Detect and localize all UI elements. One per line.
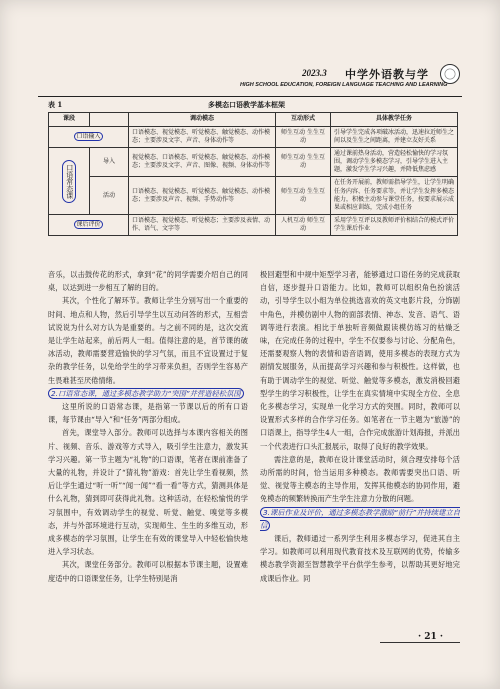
stage-label: 口语常态课: [62, 160, 75, 203]
task-cell: 通过课前热身活动，营造轻松愉快的学习氛围，调动学生多模态学习，引导学生进入主题，激发学生学习兴趣，并降低焦虑感: [331, 148, 458, 177]
paragraph: 其次，个性化了解环节。教师让学生分别写出一个重要的时间、地点和人物，然后引导学生以互动问答的形式，互相尝试说说为什么对方认为是重要的。与之前不同的是，这次交流是让学生站起来，前后两人一组。值得注意的是，首节课的破冰活动，教师需要营造愉快的学习气氛，而且不宜设置过于复杂的教学任务，以免给学生的学习带来负担，否则学生容易产生畏难甚至厌倦情绪。: [48, 296, 248, 385]
journal-name: 中学外语教与学: [345, 68, 429, 81]
page-number: · 21 ·: [418, 632, 444, 642]
right-column: [260, 268, 460, 585]
table-title: 多模态口语教学基本框架: [208, 100, 285, 109]
masthead: [240, 66, 465, 96]
stage-label: 课后评价: [76, 220, 101, 228]
header-rule: [38, 96, 462, 97]
form-cell: 师生互动 生生互动: [276, 127, 331, 148]
table-header: 互动形式: [276, 113, 331, 127]
issue-number: 2023.3: [302, 68, 327, 78]
form-cell: 师生互动 生生互动: [276, 148, 331, 177]
framework-table: [48, 112, 458, 236]
substage-cell: 活动: [90, 177, 129, 214]
paragraph: 极回避型和中规中矩型学习者，能够通过口语任务的完成获取自信，逐步提升口语能力。比如，教师可以组织角色扮演活动，引导学生以小组为单位挑选喜欢的英文电影片段，分饰剧中角色，并模仿剧中人物的面部表情、神态、发音、语气、语调等进行表演。相比于单独听音频做跟读模仿练习的枯燥乏味，在完成任务的过程中，学生不仅要参与讨论、分配角色，还需要观察人物的表情和语音语调，使用多模态的表现方式为剧情发展服务，从而提高学习兴趣和参与积极性。这样做，也有助于调动学生的视觉、听觉、触觉等多模态，激发消极回避型学生的学习积极性，让学生在真实情境中实现全方位、全息化多模态学习，实现单一化学习方式的突围。同时，教师可以设置形式多样的合作学习任务。如笔者在一节主题为“旅游”的口语课上，指导学生4人一组，合作完成旅游计划海报，并派出一个代表进行口头汇报展示，取得了良好的教学效果。: [260, 270, 460, 451]
table-header-spacer: [90, 113, 129, 127]
handwritten-heading: 2.口语常态课，通过多模态教学助力“突围”并营造轻松氛围: [48, 388, 244, 399]
stage-cell: [49, 214, 129, 235]
form-cell: 师生互动 生生互动: [276, 177, 331, 214]
paragraph: 音乐，以击鼓传花的形式，拿到“花”的同学需要介绍自己的同桌，以达到进一步相互了解的目的。: [48, 270, 248, 293]
substage-cell: 导入: [90, 148, 129, 177]
table-row: [49, 214, 458, 235]
handwritten-heading: 3.课后作业及评价，通过多模态教学激励“前行”并持续建立自信: [260, 507, 460, 530]
section-heading: [48, 387, 248, 400]
section-heading: [260, 506, 460, 532]
stage-cell: [49, 148, 90, 215]
table-row: [49, 148, 458, 177]
paragraph: 课后，教师通过一系列学生利用多模态学习，促进其自主学习。如教师可以利用现代教育技术及互联网的优势，传输多模态教学资源至智慧教学平台供学生参考，以帮助其更好地完成课后作业。同: [260, 534, 460, 583]
left-column: [48, 268, 248, 585]
table-header: 调动模态: [129, 113, 276, 127]
modes-cell: 口语模态、视觉模态、听觉模态、触觉模态、动作模态；主要涉及文字、声音、身体动作等: [129, 127, 276, 148]
table-header-row: [49, 113, 458, 127]
modes-cell: 视觉模态、口语模态、听觉模态、触觉模态、动作模态；主要涉及文字、声音、图像、视频、身体动作等: [129, 148, 276, 177]
journal-subtitle: HIGH SCHOOL EDUCATION, FOREIGN LANGUAGE TEACHING AND LEARNING: [240, 82, 448, 88]
journal-logo-icon: [440, 64, 460, 84]
table-header: 课段: [49, 113, 90, 127]
task-cell: 引导学生完成各项破冰活动，迅速拉近师生之间以及生生之间距离，并建立友好关系: [331, 127, 458, 148]
paragraph: 其次，课堂任务部分。教师可以根据本节课主题，设置难度适中的口语课堂任务，让学生特别是消: [48, 560, 248, 583]
table-number: 表 1: [48, 100, 63, 109]
modes-cell: 口语模态、视觉模态、听觉模态；主要涉及表情、动作、语气、文字等: [129, 214, 276, 235]
modes-cell: 口语模态、视觉模态、听觉模态、触觉模态、动作模态；主要涉及声音、视频、手势动作等: [129, 177, 276, 214]
task-cell: 采用学生互评以及教师评价相结合的模式评价学生课后作业: [331, 214, 458, 235]
stage-cell: [49, 127, 129, 148]
table-row: [49, 127, 458, 148]
table-row: [49, 177, 458, 214]
form-cell: 人机互动 师生互动: [276, 214, 331, 235]
table-caption: [48, 100, 458, 112]
paragraph: 需注意的是，教师在设计课堂活动时，须合理安排每个活动所需的时间，恰当运用多种模态。教师需要突出口语、听觉、视觉等主模态的主导作用，发挥其他模态的协同作用，避免模态的频繁转换而产生学生注意力分散的问题。: [260, 454, 460, 504]
page-number-rule: [380, 642, 460, 643]
paragraph: 这里所说的口语常态课，是指第一节课以后的所有口语课，每节课由“导入”和“任务”两部分组成。: [48, 402, 248, 425]
table-header: 具体教学任务: [331, 113, 458, 127]
paragraph: 首先，课堂导入部分。教师可以选择与本课内容相关的图片、视频、音乐、游戏等方式导入，吸引学生注意力，激发其学习兴趣。第一节主题为“礼物”的口语课，笔者在课前准备了大量的礼物，并设计了“猜礼物”游戏：首先让学生看视频，然后让学生通过“听一听”“闻一闻”“看一看”等方式，猜测具体是什么礼物，猜到即可获得此礼物。这种活动，在轻松愉悦的学习氛围中，有效调动学生的视觉、听觉、触觉、嗅觉等多模态，并与外部环境进行互动，实现师生、生生的多维互动，形成多模态的学习氛围，让学生在有效的课堂导入中轻松愉快地进入学习状态。: [48, 428, 248, 557]
task-cell: 在任务开展前，教师需指导学生，让学生明确任务内容、任务要求等，并让学生发挥多模态能力，积极主动参与课堂任务，按要求展示成果或相应训练，完成小组任务: [331, 177, 458, 214]
stage-label: 口语输入: [76, 133, 101, 141]
